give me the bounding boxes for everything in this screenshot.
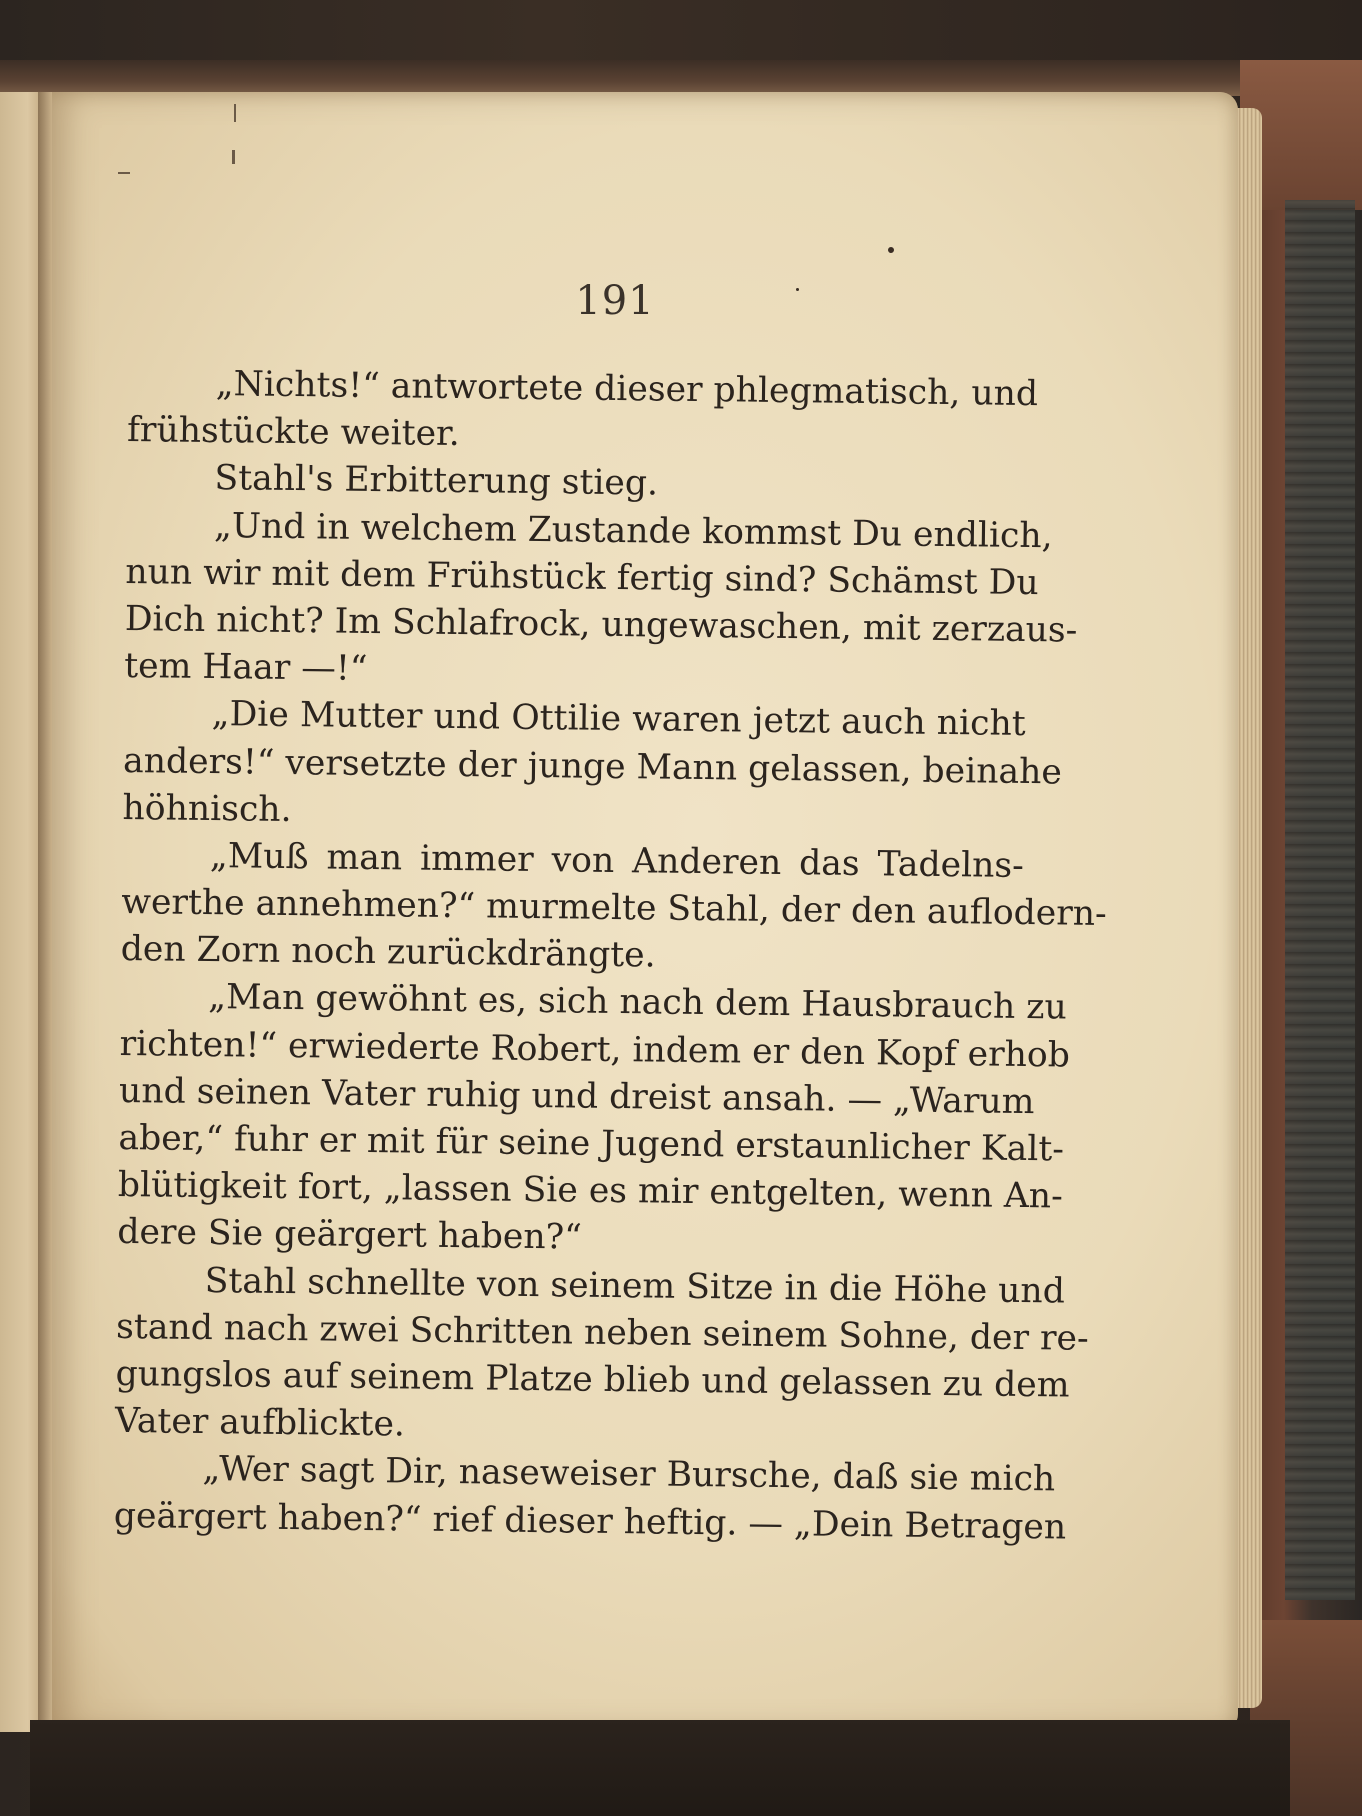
page-number: 191: [575, 278, 655, 324]
text-line: richten!“ erwiederte Robert, indem er den Kopf erhob: [119, 1023, 1071, 1076]
text-line: Dich nicht? Im Schlafrock, ungewaschen, mit zerzaus-: [124, 598, 1078, 651]
text-line: höhnisch.: [122, 787, 292, 830]
text-line: dere Sie geärgert haben?“: [117, 1212, 583, 1258]
text-line: „Nichts!“ antwortete dieser phlegmatisch, und: [215, 364, 1039, 415]
text-line: Stahl schnellte von seinem Sitze in die Höhe und: [204, 1260, 1066, 1312]
text-line: „Wer sagt Dir, naseweiser Bursche, daß sie mich: [202, 1449, 1056, 1500]
body-text: [113, 360, 1107, 1551]
book-top-edge: [0, 60, 1280, 96]
bottom-shadow: [30, 1720, 1290, 1816]
text-line: „Muß man immer von Anderen das Tadelns-: [209, 835, 1025, 886]
text-line: und seinen Vater ruhig und dreist ansah. — „Warum: [118, 1070, 1035, 1122]
text-line: nun wir mit dem Frühstück fertig sind? Schämst Du: [125, 551, 1039, 603]
text-line: „Man gewöhnt es, sich nach dem Hausbrauch zu: [207, 977, 1068, 1028]
margin-mark: [118, 172, 130, 174]
text-line: Vater aufblickte.: [114, 1401, 406, 1445]
margin-mark: [232, 150, 235, 164]
text-line: gungslos auf seinem Platze blieb und gelassen zu dem: [115, 1353, 1070, 1406]
paper-speck: [796, 288, 799, 291]
margin-mark: [234, 104, 236, 122]
text-line: anders!“ versetzte der junge Mann gelassen, beinahe: [122, 740, 1063, 792]
text-line: den Zorn noch zurückdrängte.: [120, 929, 656, 976]
page-gutter: [38, 92, 52, 1732]
binding-spine-texture: [1285, 200, 1355, 1600]
text-line: Stahl's Erbitterung stieg.: [214, 458, 659, 504]
text-line: geärgert haben?“ rief dieser heftig. — „Dein Betragen: [113, 1495, 1067, 1548]
text-line: aber,“ fuhr er mit für seine Jugend erstaunlicher Kalt-: [118, 1117, 1065, 1170]
text-line: frühstückte weiter.: [126, 410, 461, 455]
text-line: werthe annehmen?“ murmelte Stahl, der den auflodern-: [121, 882, 1107, 935]
paper-speck: [888, 247, 894, 253]
text-line: tem Haar —!“: [124, 646, 368, 690]
text-line: „Die Mutter und Ottilie waren jetzt auch nicht: [211, 694, 1026, 745]
text-line: blütigkeit fort, „lassen Sie es mir entgelten, wenn An-: [117, 1165, 1064, 1217]
text-line: „Und in welchem Zustande kommst Du endlich,: [213, 505, 1053, 556]
text-line: stand nach zwei Schritten neben seinem Sohne, der re-: [115, 1306, 1089, 1359]
